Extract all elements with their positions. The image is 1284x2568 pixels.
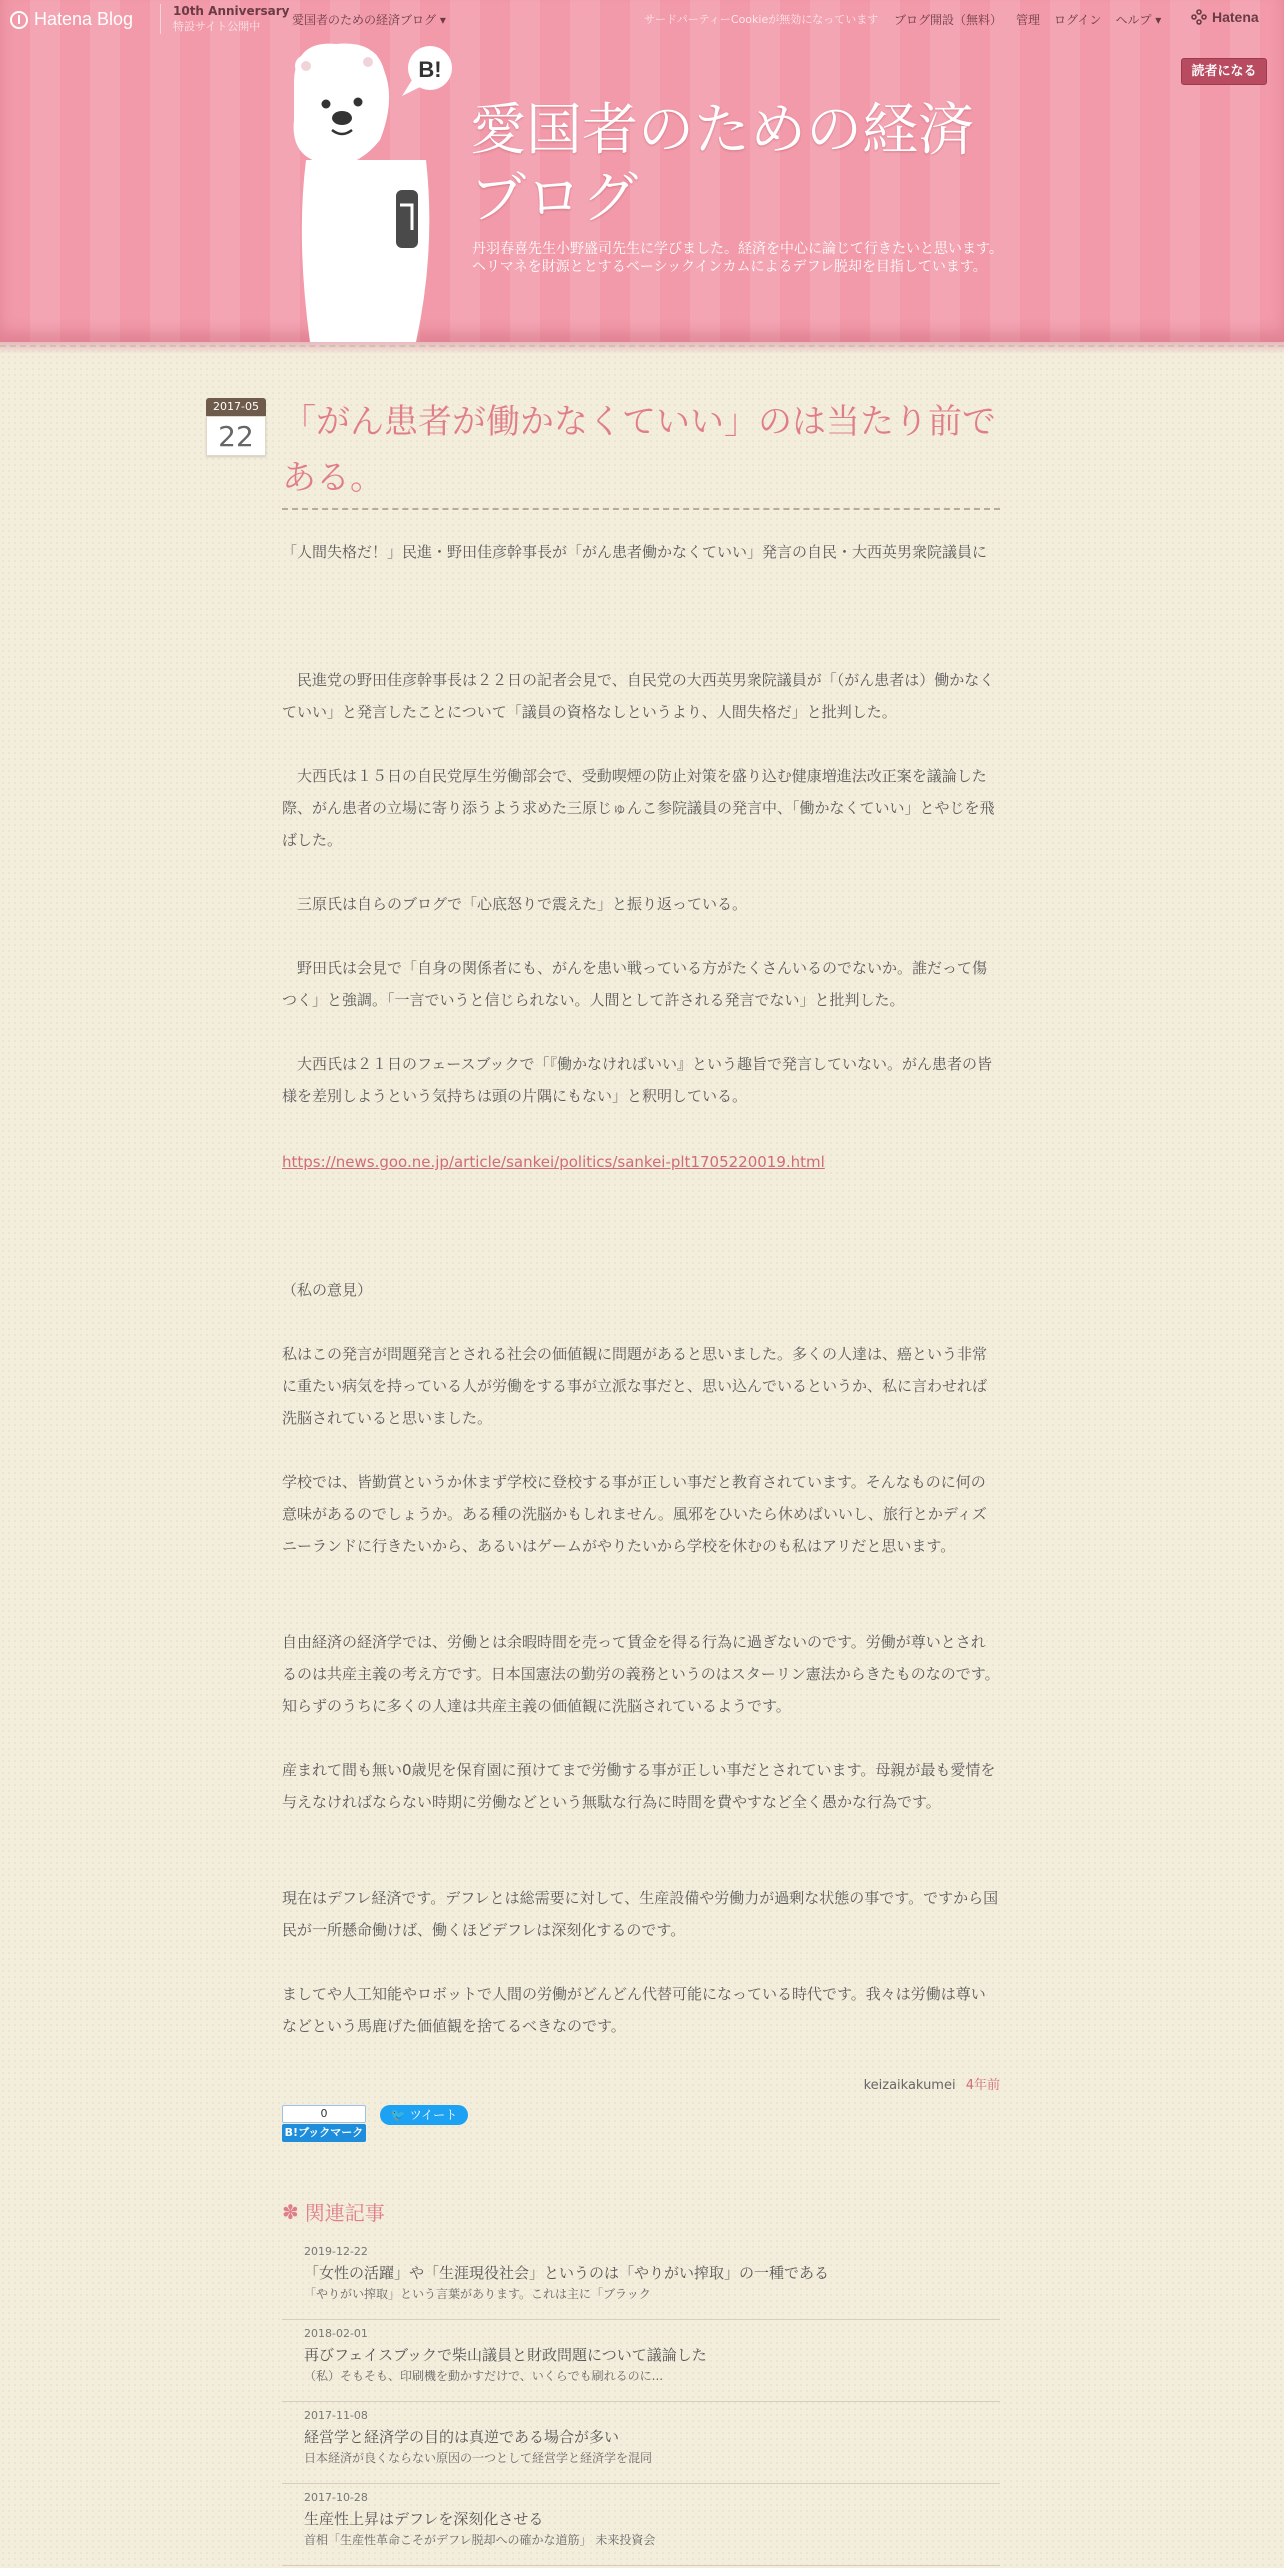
related-entry[interactable] xyxy=(282,2404,1000,2484)
entry-paragraph: 大西氏は１５日の自民党厚生労働部会で、受動喫煙の防止対策を盛り込む健康増進法改正案を議論した際、がん患者の立場に寄り添うよう求めた三原じゅんこ参院議員の発言中、「働かなくていい」とやじを飛ばした。 xyxy=(282,767,995,849)
hatena-brand-text: Hatena xyxy=(1212,9,1259,25)
opinion-paragraph: ましてや人工知能やロボットで人間の労働がどんどん代替可能になっている時代です。我々は労働は尊いなどという馬鹿げた価値観を捨てるべきなのです。 xyxy=(282,1985,986,2035)
anniversary-title: 10th Anniversary xyxy=(173,4,290,18)
entry-title-divider xyxy=(282,508,1000,510)
bookmark-count[interactable]: 0 xyxy=(282,2105,366,2123)
related-entry-title[interactable]: 生産性上昇はデフレを深刻化させる xyxy=(304,2510,544,2528)
hatena-flower-icon xyxy=(1191,9,1207,25)
entry-paragraph: 大西氏は２１日のフェースブックで「『働かなければいい』という趣旨で発言していない。がん患者の皆様を差別しようという気持ちは頭の片隅にもない」と釈明している。 xyxy=(282,1055,992,1105)
twitter-bird-icon: 🐦 xyxy=(390,2108,406,2122)
blog-title[interactable]: 愛国者のための経済ブログ xyxy=(470,98,974,229)
entry-date-badge[interactable] xyxy=(206,398,266,456)
blog-name-dropdown[interactable]: 愛国者のための経済ブログ ▾ xyxy=(292,13,446,27)
related-entry-title[interactable]: 再びフェイスブックで柴山議員と財政問題について議論した xyxy=(304,2346,707,2364)
related-entry-snippet: 首相「生産性革命こそがデフレ脱却への確かな道筋」 未来投資会 xyxy=(304,2533,656,2547)
help-menu[interactable]: ヘルプ ▾ xyxy=(1115,13,1162,27)
related-entry-date: 2017-11-08 xyxy=(304,2409,368,2422)
bear-bubble-text: B! xyxy=(418,57,442,82)
opinion-heading: （私の意見） xyxy=(282,1281,373,1299)
opinion-paragraph: 現在はデフレ経済です。デフレとは総需要に対して、生産設備や労働力が過剰な状態の事です。ですから国民が一所懸命働けば、働くほどデフレは深刻化するのです。 xyxy=(282,1889,999,1939)
cookie-notice[interactable]: サードパーティーCookieが無効になっています xyxy=(644,13,879,26)
entry-paragraph: 民進党の野田佳彦幹事長は２２日の記者会見で、自民党の大西英男衆院議員が「（がん患者は）働かなくていい」と発言したことについて「議員の資格なしというより、人間失格だ」と批判した。 xyxy=(282,671,995,721)
opinion-paragraph: 自由経済の経済学では、労働とは余暇時間を売って賃金を得る行為に過ぎないのです。労働が尊いとされるのは共産主義の考え方です。日本国憲法の勤労の義務というのはスターリン憲法からきたものなのです。知らずのうちに多くの人達は共産主義の価値観に洗脳されているようです。 xyxy=(282,1633,1000,1715)
header-divider xyxy=(0,345,1284,347)
anniversary-banner[interactable] xyxy=(160,4,290,34)
entry-paragraph: 三原氏は自らのブログで「心底怒りで震えた」と振り返っている。 xyxy=(282,895,748,913)
tweet-button[interactable] xyxy=(380,2105,468,2125)
entry-footer xyxy=(282,2074,1000,2093)
entry-paragraph: 野田氏は会見で「自身の関係者にも、がんを患い戦っている方がたくさんいるのでないか。誰だって傷つく」と強調。「一言でいうと信じられない。人間として許される発言でない」と批判した。 xyxy=(282,959,988,1009)
top-right-links xyxy=(894,11,1161,28)
author-name[interactable]: keizaikakumei xyxy=(863,2078,956,2093)
opinion-paragraph: 産まれて間も無い0歳児を保育園に預けてまで労働する事が正しい事だとされています。母親が最も愛情を与えなければならない時期に労働などという無駄な行為に時間を費やすなど全く愚かな行為です。 xyxy=(282,1761,996,1811)
anniversary-subtitle: 特設サイト公開中 xyxy=(173,20,261,33)
global-header-bar xyxy=(0,0,1284,38)
source-article-link[interactable]: https://news.goo.ne.jp/article/sankei/politics/sankei-plt1705220019.html xyxy=(282,1153,825,1171)
hatena-blog-logo-text: Hatena Blog xyxy=(34,9,134,29)
quote-intro: 「人間失格だ！」民進・野田佳彦幹事長が「がん患者働かなくていい」発言の自民・大西英男衆院議員に xyxy=(282,543,988,561)
open-blog-link[interactable]: ブログ開設（無料） xyxy=(894,13,1003,27)
entry-title[interactable]: 「がん患者が働かなくていい」のは当たり前である。 xyxy=(282,403,996,497)
related-entry-snippet: （私）そもそも、印刷機を動かすだけで、いくらでも刷れるのに... xyxy=(304,2369,664,2383)
related-entry-snippet: 日本経済が良くならない原因の一つとして経営学と経済学を混同 xyxy=(304,2451,653,2465)
hatena-bear-mascot xyxy=(276,40,456,342)
related-heading-text: 関連記事 xyxy=(304,2201,385,2225)
header-shadow xyxy=(0,342,1284,354)
related-entry[interactable] xyxy=(282,2240,1000,2320)
related-entry-date: 2017-10-28 xyxy=(304,2491,368,2504)
entry-date-year-month: 2017-05 xyxy=(206,398,266,416)
related-entry[interactable] xyxy=(282,2322,1000,2402)
related-entry-date: 2018-02-01 xyxy=(304,2327,368,2340)
entry-date-day: 22 xyxy=(206,416,266,456)
related-entry-title[interactable]: 経営学と経済学の目的は真逆である場合が多い xyxy=(304,2428,620,2446)
blog-description: 丹羽春喜先生小野盛司先生に学びました。経済を中心に論じて行きたいと思います。ヘリマネを財源ととするベーシックインカムによるデフレ脱却を目指しています。 xyxy=(472,241,1003,275)
hatena-bookmark-widget[interactable] xyxy=(282,2105,366,2142)
hatena-menu[interactable] xyxy=(1191,9,1259,25)
related-entry-title[interactable]: 「女性の活躍」や「生涯現役社会」というのは「やりがい搾取」の一種である xyxy=(304,2264,830,2282)
admin-link[interactable]: 管理 xyxy=(1016,13,1041,27)
related-entry[interactable] xyxy=(282,2486,1000,2566)
opinion-paragraph: 学校では、皆勤賞というか休まず学校に登校する事が正しい事だと教育されています。そんなものに何の意味があるのでしょうか。ある種の洗脳かもしれません。風邪をひいたら休めばいいし、旅行とかディズニーランドに行きたいから、あるいはゲームがやりたいから学校を休むのも私はアリだと思います。 xyxy=(282,1473,987,1555)
hatena-blog-logo-icon xyxy=(10,11,28,29)
related-entry-snippet: 「やりがい搾取」という言葉があります。これは主に「ブラック xyxy=(304,2287,651,2301)
hatena-blog-logo[interactable] xyxy=(10,9,133,30)
bookmark-button[interactable]: B!ブックマーク xyxy=(282,2124,366,2142)
opinion-paragraph: 私はこの発言が問題発言とされる社会の価値観に問題があると思いました。多くの人達は、癌という非常に重たい病気を持っている人が労働をする事が立派な事だと、思い込んでいるというか、私に言わせれば洗脳されていると思いました。 xyxy=(282,1345,988,1427)
blog-header xyxy=(0,0,1284,342)
related-entries-heading xyxy=(282,2197,385,2226)
tweet-label: ツイート xyxy=(409,2108,458,2122)
entry-time-link[interactable]: 4年前 xyxy=(965,2078,1000,2093)
related-entry-date: 2019-12-22 xyxy=(304,2245,368,2258)
login-link[interactable]: ログイン xyxy=(1054,13,1102,27)
subscribe-button[interactable]: 読者になる xyxy=(1181,58,1267,85)
flower-icon: ✽ xyxy=(282,2199,299,2224)
